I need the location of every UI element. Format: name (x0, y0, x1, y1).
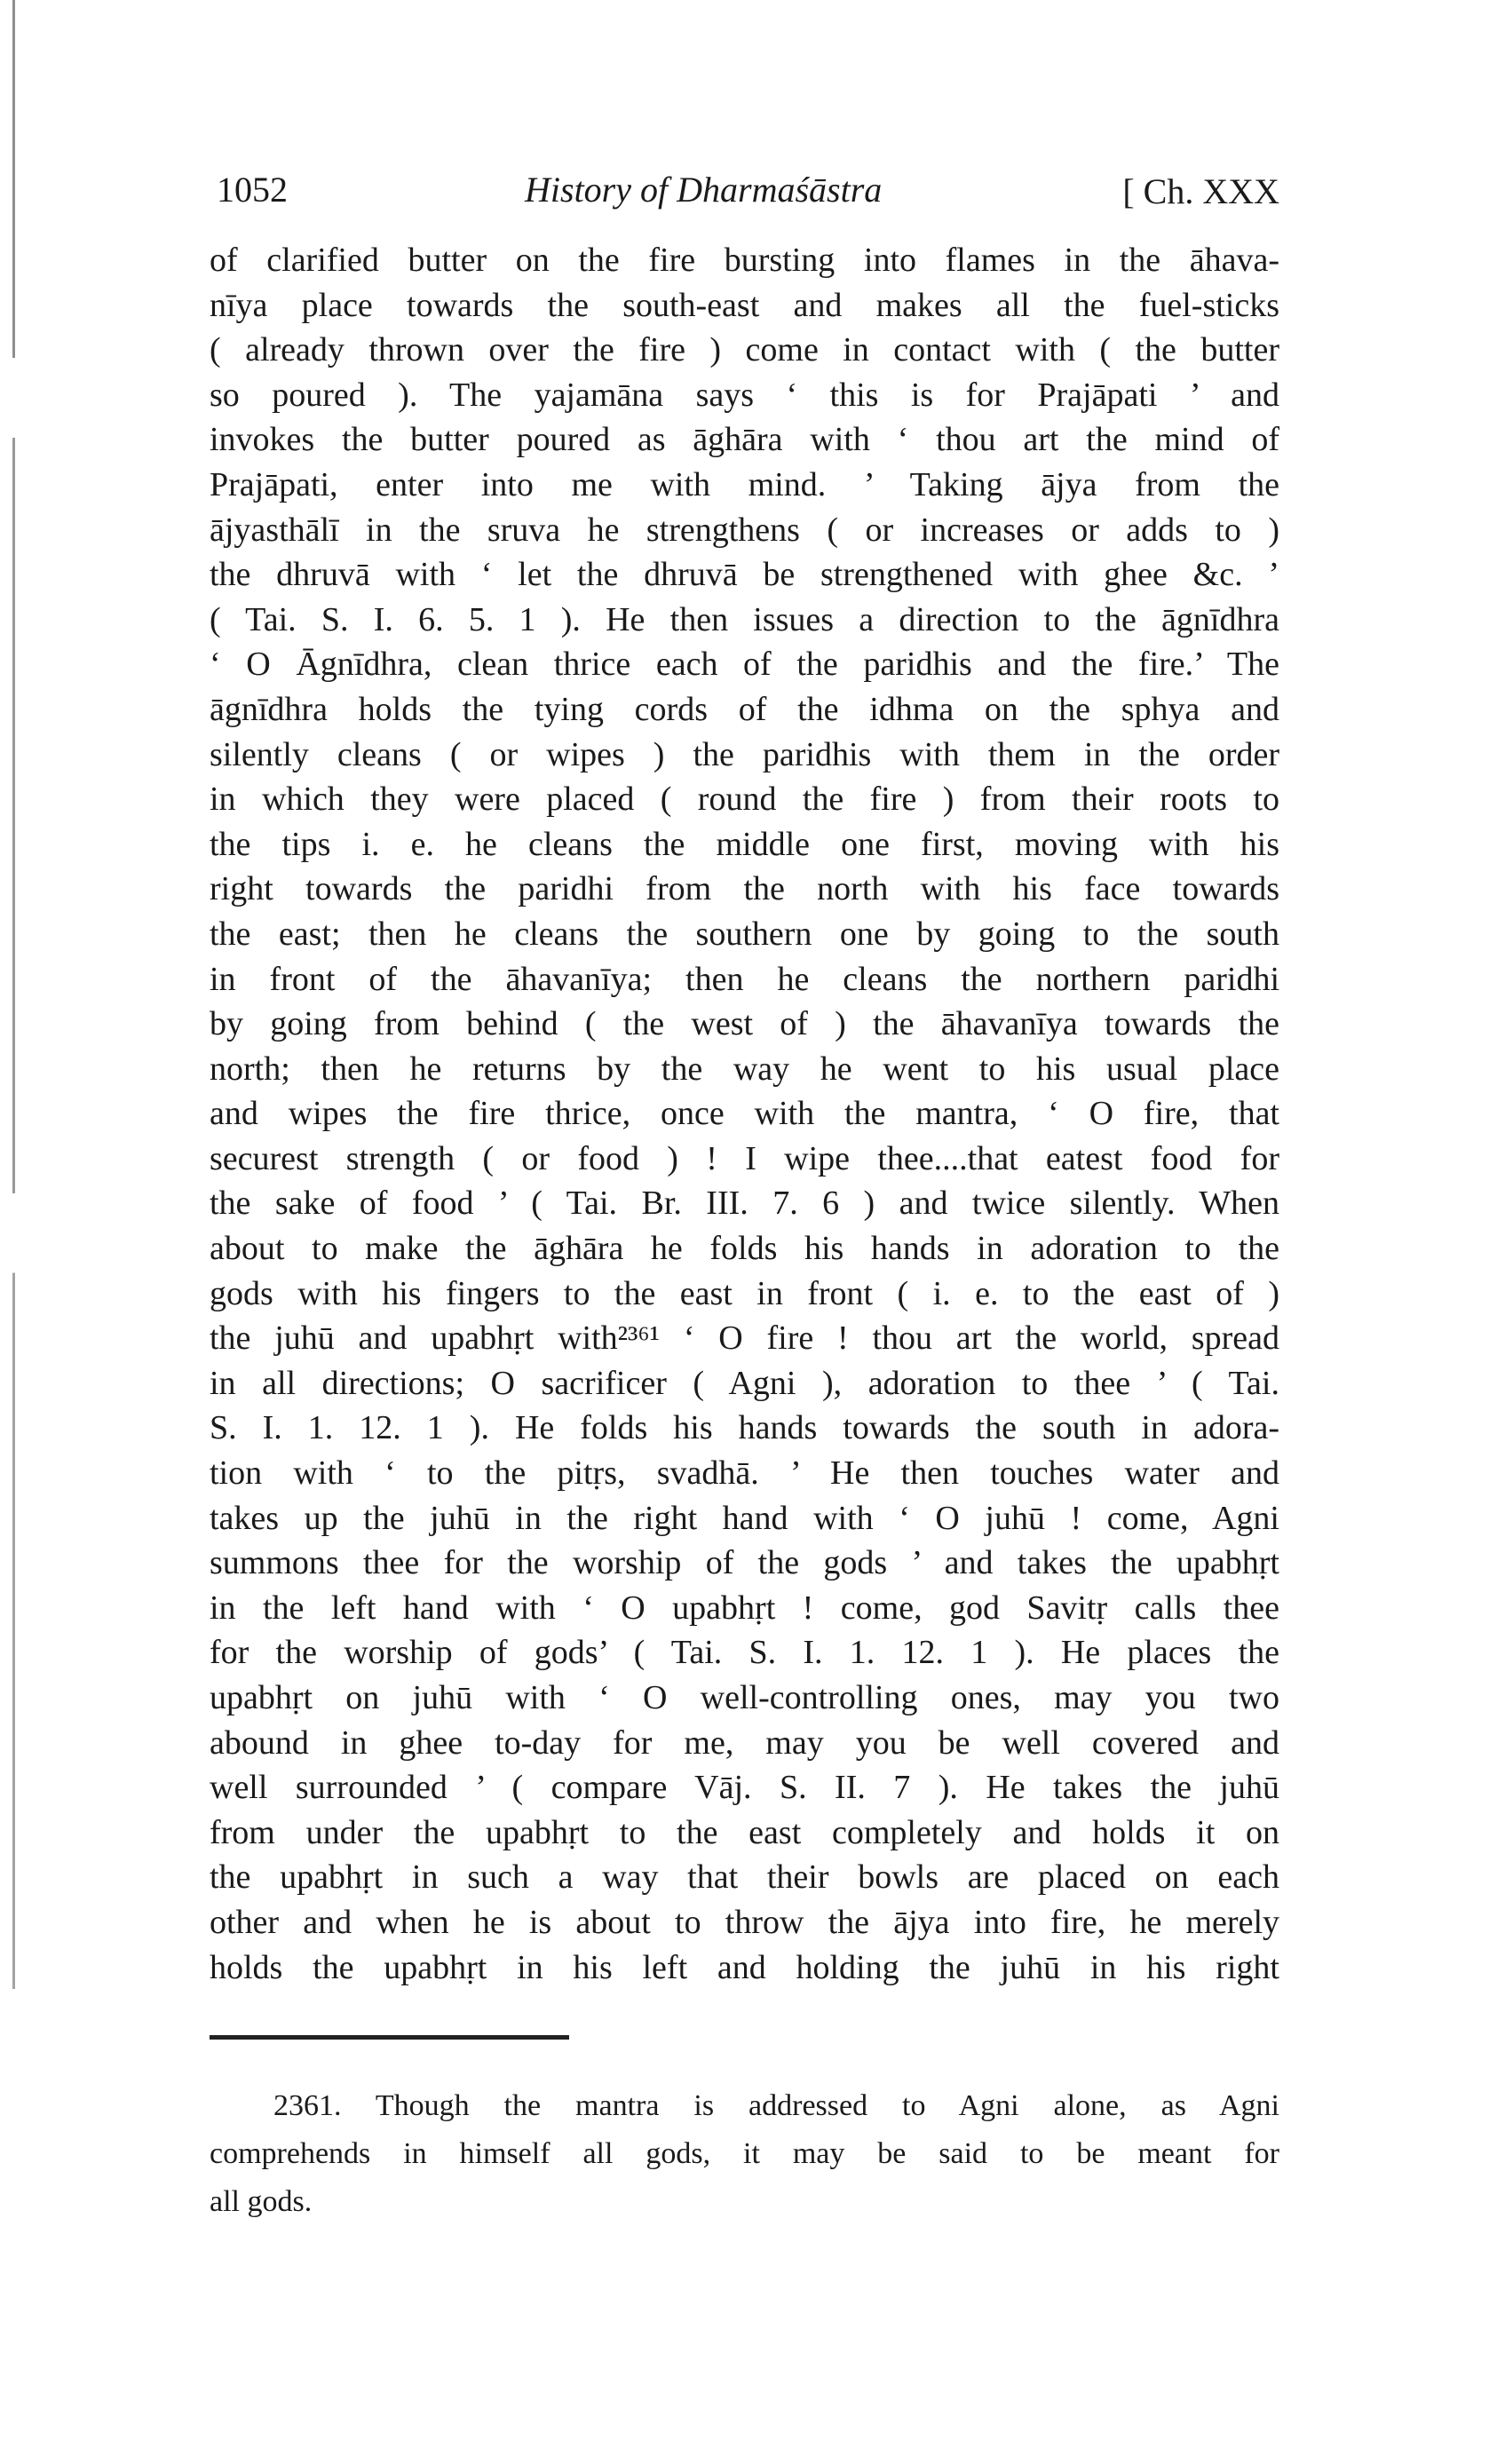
body-line: the tips i. e. he cleans the middle one first, moving with his (210, 825, 1279, 863)
body-line: abound in ghee to-day for me, may you be well covered and (210, 1723, 1279, 1762)
body-line: the upabhṛt in such a way that their bowls are placed on each (210, 1858, 1279, 1897)
body-line: from under the upabhṛt to the east completely and holds it on (210, 1813, 1279, 1851)
body-line: and wipes the fire thrice, once with the mantra, ‘ O fire, that (210, 1095, 1279, 1133)
body-line: ājyasthālī in the sruva he strengthens ( or increases or adds to ) (210, 511, 1279, 549)
body-line: in which they were placed ( round the fire ) from their roots to (210, 780, 1279, 819)
body-line: silently cleans ( or wipes ) the paridhis with them in the order (210, 735, 1279, 773)
body-line: other and when he is about to throw the ājya into fire, he merely (210, 1903, 1279, 1941)
body-line: ( Tai. S. I. 6. 5. 1 ). He then issues a direction to the āgnīdhra (210, 600, 1279, 638)
footnote-line: comprehends in himself all gods, it may be said to be meant for (210, 2137, 1279, 2170)
body-line: upabhṛt on juhū with ‘ O well-controlling ones, may you two (210, 1679, 1279, 1716)
body-line: nīya place towards the south-east and makes all the fuel-sticks (210, 286, 1279, 324)
body-line: north; then he returns by the way he went to his usual place (210, 1050, 1279, 1088)
running-title: History of Dharmaśāstra (525, 170, 883, 210)
body-line: the east; then he cleans the southern one by going to the south (210, 915, 1279, 953)
page-number: 1052 (217, 170, 288, 210)
body-line: well surrounded ’ ( compare Vāj. S. II. 7 ). He takes the juhū (210, 1769, 1279, 1807)
body-line: the dhruvā with ‘ let the dhruvā be strengthened with ghee &c. ’ (210, 556, 1279, 594)
body-line: ‘ O Āgnīdhra, clean thrice each of the paridhis and the fire.’ The (210, 646, 1279, 684)
body-line: S. I. 1. 12. 1 ). He folds his hands towards the south in adora- (210, 1409, 1279, 1447)
footnote (210, 2082, 1279, 2226)
body-line: the juhū and upabhṛt with²³⁶¹ ‘ O fire ! thou art the world, spread (210, 1319, 1279, 1358)
body-line: for the worship of gods’ ( Tai. S. I. 1. 12. 1 ). He places the (210, 1634, 1279, 1672)
footnote-line: 2361. Though the mantra is addressed to Agni alone, as Agni (273, 2089, 1279, 2122)
footnote-line: all gods. (210, 2185, 313, 2218)
body-line: takes up the juhū in the right hand with ‘ O juhū ! come, Agni (210, 1499, 1279, 1537)
page-header (210, 149, 1279, 220)
body-line: in the left hand with ‘ O upabhṛt ! come, god Savitṛ calls thee (210, 1589, 1279, 1627)
body-line: holds the upabhṛt in his left and holding the juhū in his right (210, 1948, 1279, 1986)
footnote-rule (210, 2035, 569, 2040)
body-line: of clarified butter on the fire bursting into flames in the āhava- (210, 242, 1279, 279)
body-line: right towards the paridhi from the north with his face towards (210, 870, 1279, 908)
body-line: so poured ). The yajamāna says ‘ this is for Prajāpati ’ and (210, 376, 1279, 414)
body-text (210, 238, 1279, 1990)
body-line: ( already thrown over the fire ) come in contact with ( the butter (210, 331, 1279, 369)
body-line: securest strength ( or food ) ! I wipe thee....that eatest food for (210, 1139, 1279, 1177)
body-line: in all directions; O sacrificer ( Agni ), adoration to thee ’ ( Tai. (210, 1364, 1279, 1402)
scan-edge (12, 0, 15, 1989)
body-line: tion with ‘ to the pitṛs, svadhā. ’ He then touches water and (210, 1454, 1279, 1493)
body-line: invokes the butter poured as āghāra with ‘ thou art the mind of (210, 421, 1279, 459)
body-line: āgnīdhra holds the tying cords of the idhma on the sphya and (210, 690, 1279, 728)
page (210, 149, 1279, 1990)
body-line: in front of the āhavanīya; then he cleans the northern paridhi (210, 960, 1279, 998)
body-line: summons thee for the worship of the gods ’ and takes the upabhṛt (210, 1544, 1279, 1582)
body-line: by going from behind ( the west of ) the āhavanīya towards the (210, 1005, 1279, 1043)
body-line: gods with his fingers to the east in front ( i. e. to the east of ) (210, 1274, 1279, 1312)
body-line: the sake of food ’ ( Tai. Br. III. 7. 6 ) and twice silently. When (210, 1184, 1279, 1223)
body-line: Prajāpati, enter into me with mind. ’ Taking ājya from the (210, 465, 1279, 503)
chapter-label: [ Ch. XXX (1122, 171, 1279, 211)
body-line: about to make the āghāra he folds his hands in adoration to the (210, 1230, 1279, 1268)
